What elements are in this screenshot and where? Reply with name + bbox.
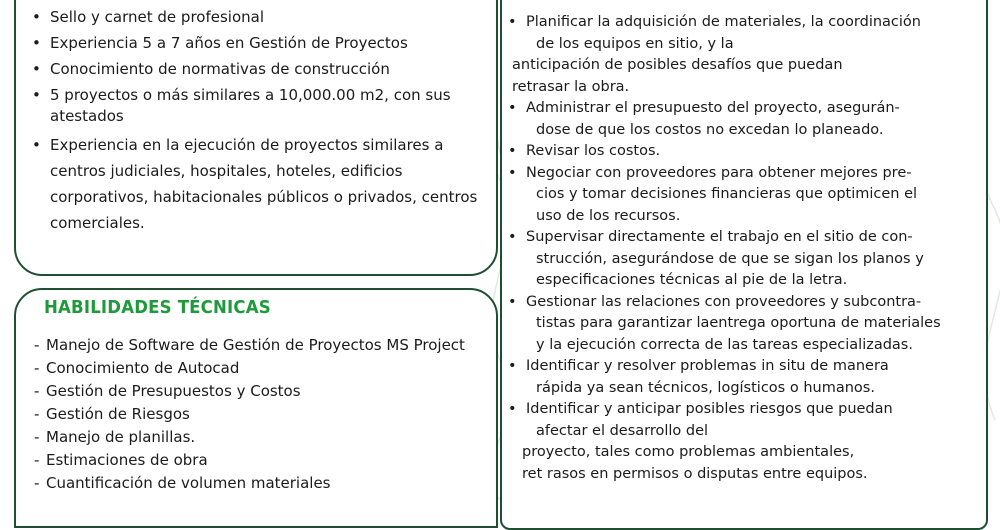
list-item: • Experiencia en la ejecución de proyectos similares a centros judiciales, hospitales, hoteles, edificios corporativos, habitacionales públicos o privados, centros comerciales. [36,132,486,236]
item-line: ret rasos en permisos o disputas entre equipos. [522,465,868,482]
requisitos-list [32,7,486,241]
item-line: y la ejecución correcta de las tareas especializadas. [536,336,913,353]
bullet-icon: • [508,293,517,310]
bullet-icon: • [32,86,41,104]
bullet-icon: • [508,164,517,181]
item-line: dose de que los costos no excedan lo planeado. [536,121,884,138]
bullet-icon: • [32,34,41,52]
bullet-icon: • [32,8,41,26]
item-line: strucción, asegurándose de que se sigan los planos y [536,250,924,267]
list-item: - Gestión de Riesgos [34,403,484,426]
item-line: especificaciones técnicas al pie de la letra. [536,272,848,288]
habilidades-list [34,334,484,495]
bullet-icon: • [508,401,517,417]
item-line: Identificar y anticipar posibles riesgos que puedan [526,401,893,417]
item-line: de los equipos en sitio, y la [536,35,734,52]
item-line: Planificar la adquisición de materiales, la coordinación [526,14,921,30]
list-item [508,98,978,141]
item-line: uso de los recursos. [536,207,681,224]
dash-icon: - [34,451,40,469]
bullet-icon: • [32,60,41,78]
item-line: proyecto, tales como problemas ambientales, [522,444,855,460]
list-item [508,12,978,55]
list-item: • 5 proyectos o más similares a 10,000.00 m2, con sus atestados [32,86,451,125]
list-item: - Manejo de Software de Gestión de Proyectos MS Project [34,334,484,357]
dash-icon: - [34,428,40,446]
item-line: Gestionar las relaciones con proveedores y subcontra- [526,293,922,310]
list-item [508,442,978,485]
dash-icon: - [34,359,40,377]
list-item [508,399,978,442]
habilidades-title: HABILIDADES TÉCNICAS [44,297,271,318]
list-item: • Sello y carnet de profesional [32,8,264,26]
item-line: Identificar y resolver problemas in situ de manera [526,358,889,374]
bullet-icon: • [508,358,517,374]
item-line: afectar el desarrollo del [536,422,709,439]
list-item [508,163,978,228]
list-item: - Estimaciones de obra [34,449,484,472]
item-line: retrasar la obra. [512,78,630,95]
dash-icon: - [34,382,40,400]
list-item [508,55,978,98]
item-line: cios y tomar decisiones financieras que optimicen el [536,186,918,202]
list-item: - Manejo de planillas. [34,426,484,449]
bullet-icon: • [508,14,517,30]
item-line: tistas para garantizar laentrega oportuna de materiales [536,315,941,331]
list-item: • Conocimiento de normativas de construcción [32,60,390,78]
item-line: anticipación de posibles desafíos que puedan [512,57,843,73]
list-item: - Cuantificación de volumen materiales [34,472,484,495]
bullet-icon: • [32,136,41,154]
item-line: Negociar con proveedores para obtener mejores pre- [526,164,912,181]
list-item: • Experiencia 5 a 7 años en Gestión de Proyectos [32,34,408,52]
bullet-icon: • [508,100,517,116]
list-item: - Conocimiento de Autocad [34,357,484,380]
item-line: rápida ya sean técnicos, logísticos o humanos. [536,379,875,396]
dash-icon: - [34,474,40,492]
list-item: - Gestión de Presupuestos y Costos [34,380,484,403]
list-item [508,141,978,163]
item-line: Administrar el presupuesto del proyecto, asegurán- [526,100,900,116]
bullet-icon: • [508,229,517,245]
funciones-list [508,12,978,485]
dash-icon: - [34,405,40,423]
list-item [508,292,978,357]
list-item [508,227,978,292]
list-item [508,356,978,399]
bullet-icon: • [508,143,517,159]
dash-icon: - [34,336,40,354]
item-line: Supervisar directamente el trabajo en el sitio de con- [526,229,913,245]
item-line: Revisar los costos. [526,143,661,159]
